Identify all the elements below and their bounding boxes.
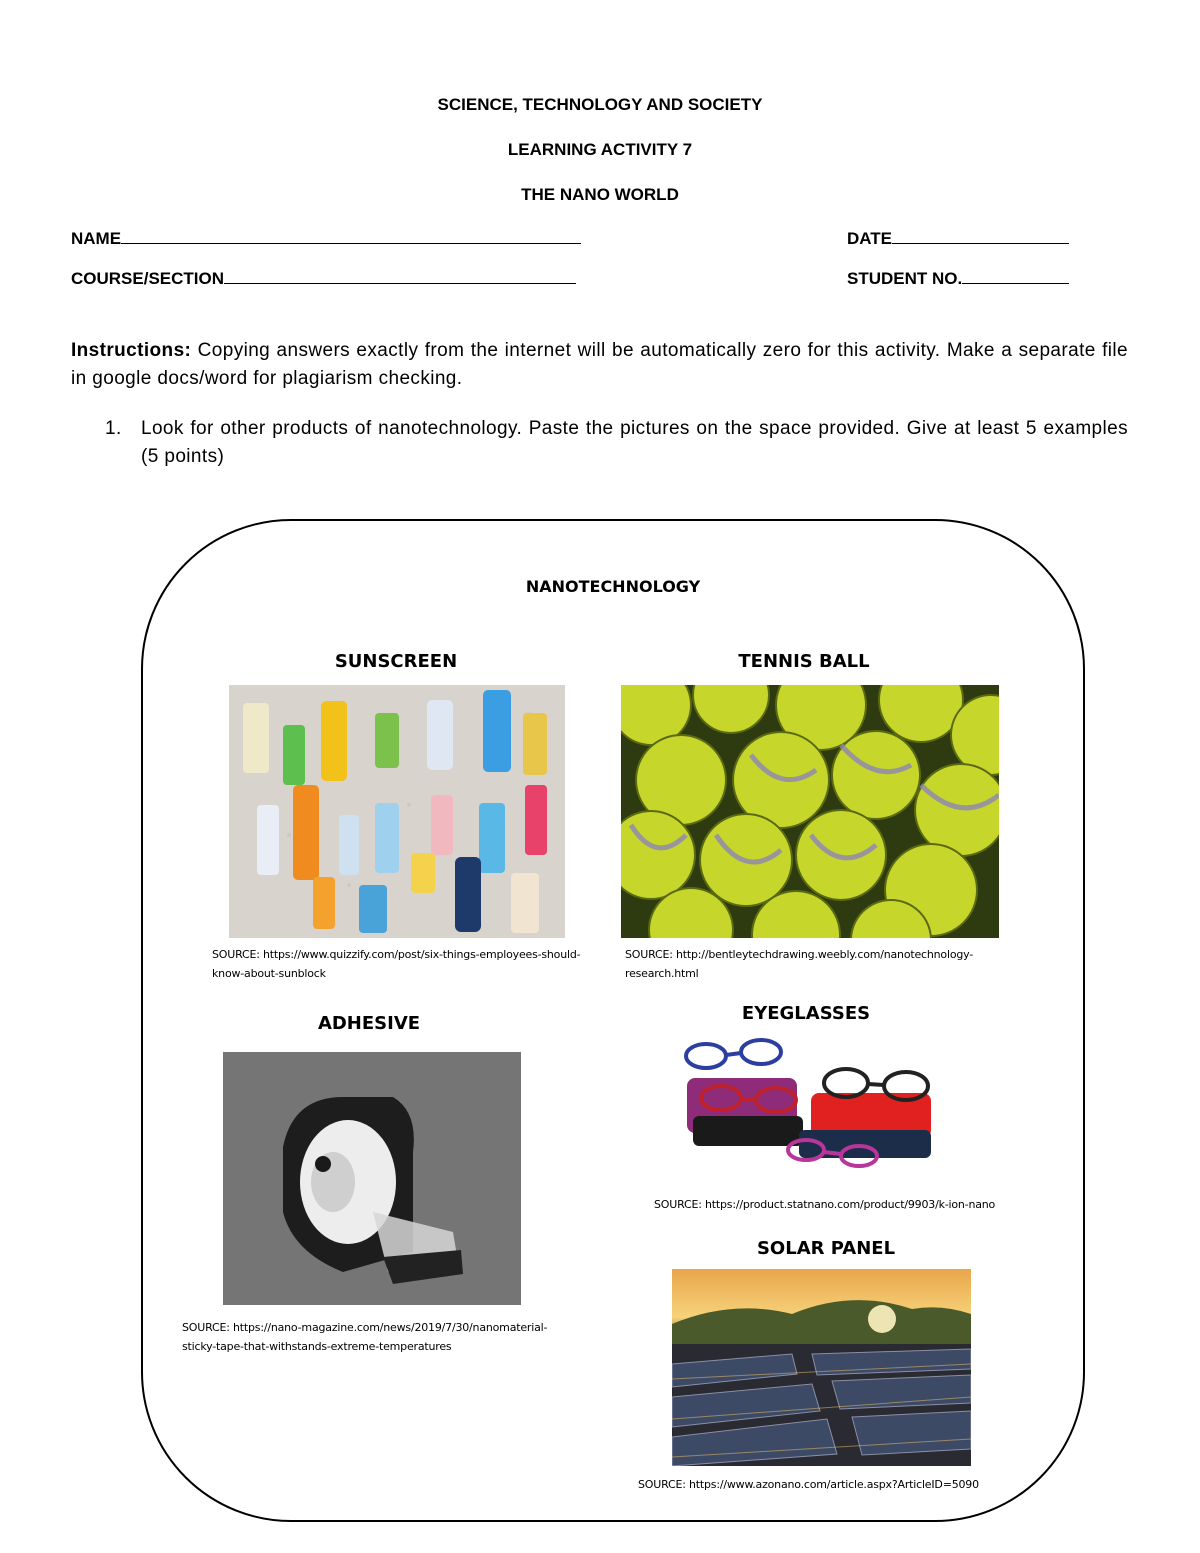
instructions-paragraph [71, 337, 1128, 393]
solar-panel-source: SOURCE: https://www.azonano.com/article.aspx?ArticleID=5090 [638, 1478, 979, 1491]
eyeglasses-source: SOURCE: https://product.statnano.com/product/9903/k-ion-nano [654, 1198, 996, 1211]
product-title-tennis-ball: TENNIS BALL [738, 651, 870, 672]
list-item-text: Look for other products of nanotechnology. Paste the pictures on the space provided. Give at least 5 examples (5 points) [141, 418, 1128, 467]
student-no-blank[interactable] [962, 269, 1069, 284]
document-activity-title: LEARNING ACTIVITY 7 [507, 140, 693, 159]
tennis-ball-image [621, 685, 999, 938]
instructions-text: Copying answers exactly from the internet will be automatically zero for this activity. Make a separate file in google docs/word for plagiarism checking. [71, 340, 1128, 389]
list-item-number: 1. [105, 418, 122, 439]
box-title: NANOTECHNOLOGY [525, 577, 701, 596]
instructions-label: Instructions: [71, 340, 192, 361]
adhesive-source: SOURCE: https://nano-magazine.com/news/2019/7/30/nanomaterial-sticky-tape-that-withstands-extreme-temperatures [182, 1321, 548, 1353]
document-topic-title: THE NANO WORLD [521, 185, 679, 204]
product-title-sunscreen: SUNSCREEN [334, 651, 458, 672]
sunscreen-image [229, 685, 565, 938]
product-title-solar-panel: SOLAR PANEL [756, 1238, 896, 1259]
product-title-eyeglasses: EYEGLASSES [741, 1003, 871, 1024]
date-field[interactable] [847, 229, 1069, 249]
date-label: DATE [847, 229, 893, 248]
course-section-label: COURSE/SECTION [71, 269, 225, 288]
name-blank[interactable] [121, 229, 581, 244]
document-course-title: SCIENCE, TECHNOLOGY AND SOCIETY [437, 95, 763, 114]
name-field[interactable] [71, 229, 581, 249]
solar-panel-image [672, 1269, 971, 1466]
tennis-ball-source: SOURCE: http://bentleytechdrawing.weebly.com/nanotechnology-research.html [625, 948, 974, 980]
adhesive-image [223, 1052, 521, 1305]
course-section-field[interactable] [71, 269, 576, 289]
sunscreen-source: SOURCE: https://www.quizzify.com/post/six-things-employees-should-know-about-sunblock [212, 948, 581, 980]
course-section-blank[interactable] [224, 269, 576, 284]
eyeglasses-image [681, 1038, 943, 1170]
student-no-field[interactable] [847, 269, 1069, 289]
product-title-adhesive: ADHESIVE [317, 1013, 421, 1034]
student-no-label: STUDENT NO. [847, 269, 963, 288]
name-label: NAME [71, 229, 122, 248]
date-blank[interactable] [892, 229, 1069, 244]
list-item [105, 415, 1128, 475]
